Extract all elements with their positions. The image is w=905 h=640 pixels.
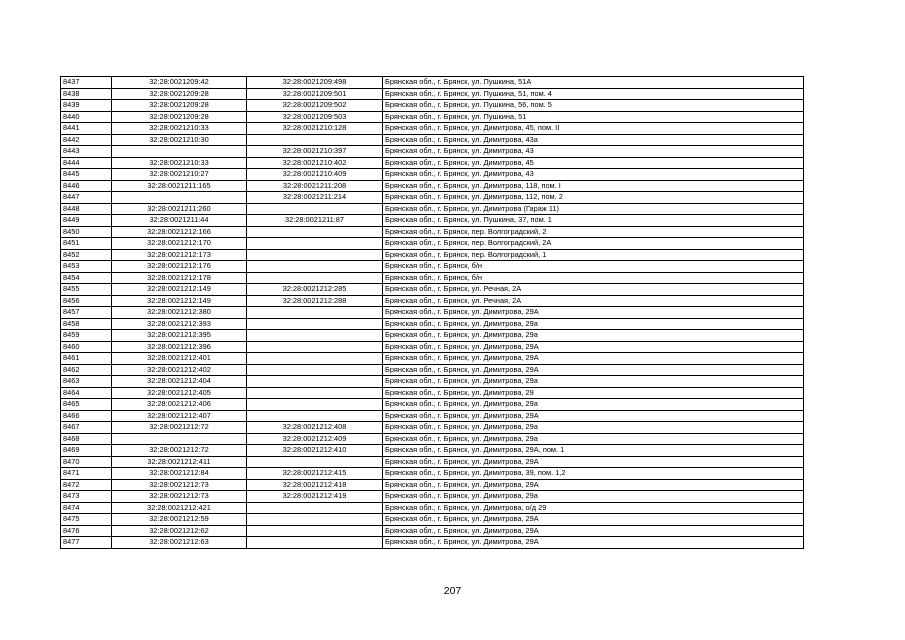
cell-object-cadastral-number <box>247 353 383 365</box>
cell-cadastral-number: 32:28:0021212:411 <box>112 456 247 468</box>
table-row <box>61 422 804 434</box>
cell-record-number: 8477 <box>61 537 112 549</box>
cell-cadastral-number: 32:28:0021212:402 <box>112 364 247 376</box>
cell-object-cadastral-number: 32:28:0021209:501 <box>247 88 383 100</box>
cell-object-cadastral-number: 32:28:0021212:418 <box>247 479 383 491</box>
cell-record-number: 8466 <box>61 410 112 422</box>
table-row <box>61 123 804 135</box>
cell-object-cadastral-number <box>247 261 383 273</box>
cell-address: Брянская обл., г. Брянск, ул. Димитрова, 29А <box>383 410 804 422</box>
cell-object-cadastral-number: 32:28:0021212:408 <box>247 422 383 434</box>
table-row <box>61 456 804 468</box>
cell-address: Брянская обл., г. Брянск, ул. Димитрова, 43 <box>383 169 804 181</box>
cell-address: Брянская обл., г. Брянск, пер. Волгоградский, 2 <box>383 226 804 238</box>
cell-address: Брянская обл., г. Брянск, ул. Димитрова, 29а <box>383 491 804 503</box>
cell-cadastral-number: 32:28:0021210:33 <box>112 157 247 169</box>
table-row <box>61 272 804 284</box>
cell-address: Брянская обл., г. Брянск, ул. Пушкина, 51 <box>383 111 804 123</box>
cell-cadastral-number: 32:28:0021212:72 <box>112 445 247 457</box>
cell-address: Брянская обл., г. Брянск, ул. Димитрова, 45 <box>383 157 804 169</box>
cell-object-cadastral-number <box>247 456 383 468</box>
table-row <box>61 479 804 491</box>
cell-address: Брянская обл., г. Брянск, ул. Пушкина, 37, пом. 1 <box>383 215 804 227</box>
cell-cadastral-number: 32:28:0021212:63 <box>112 537 247 549</box>
cell-address: Брянская обл., г. Брянск, ул. Димитрова, 29А <box>383 341 804 353</box>
cell-record-number: 8456 <box>61 295 112 307</box>
cell-cadastral-number: 32:28:0021209:28 <box>112 100 247 112</box>
cell-object-cadastral-number <box>247 364 383 376</box>
cell-address: Брянская обл., г. Брянск, ул. Димитрова, 29А, пом. 1 <box>383 445 804 457</box>
cell-cadastral-number: 32:28:0021212:401 <box>112 353 247 365</box>
cell-address: Брянская обл., г. Брянск, пер. Волгоградский, 2А <box>383 238 804 250</box>
cell-record-number: 8437 <box>61 77 112 89</box>
registry-table <box>60 76 804 549</box>
cell-object-cadastral-number <box>247 330 383 342</box>
table-row <box>61 318 804 330</box>
cell-object-cadastral-number <box>247 307 383 319</box>
cell-record-number: 8469 <box>61 445 112 457</box>
table-row <box>61 249 804 261</box>
cell-address: Брянская обл., г. Брянск, ул. Димитрова, 29а <box>383 422 804 434</box>
cell-cadastral-number: 32:28:0021212:166 <box>112 226 247 238</box>
cell-cadastral-number: 32:28:0021212:404 <box>112 376 247 388</box>
table-row <box>61 146 804 158</box>
cell-address: Брянская обл., г. Брянск, ул. Димитрова, 29 <box>383 387 804 399</box>
table-row <box>61 284 804 296</box>
cell-object-cadastral-number: 32:28:0021211:87 <box>247 215 383 227</box>
cell-object-cadastral-number: 32:28:0021212:285 <box>247 284 383 296</box>
cell-record-number: 8446 <box>61 180 112 192</box>
cell-record-number: 8440 <box>61 111 112 123</box>
cell-address: Брянская обл., г. Брянск, ул. Димитрова, о/д 29 <box>383 502 804 514</box>
table-row <box>61 203 804 215</box>
table-row <box>61 157 804 169</box>
cell-object-cadastral-number: 32:28:0021209:502 <box>247 100 383 112</box>
registry-table-body <box>61 77 804 549</box>
cell-record-number: 8472 <box>61 479 112 491</box>
cell-object-cadastral-number <box>247 226 383 238</box>
cell-address: Брянская обл., г. Брянск, ул. Пушкина, 51А <box>383 77 804 89</box>
cell-object-cadastral-number: 32:28:0021210:402 <box>247 157 383 169</box>
cell-address: Брянская обл., г. Брянск, ул. Димитрова (Гараж 11) <box>383 203 804 215</box>
table-row <box>61 77 804 89</box>
cell-object-cadastral-number <box>247 238 383 250</box>
cell-object-cadastral-number <box>247 537 383 549</box>
table-row <box>61 215 804 227</box>
cell-cadastral-number: 32:28:0021212:72 <box>112 422 247 434</box>
table-row <box>61 537 804 549</box>
cell-object-cadastral-number <box>247 410 383 422</box>
cell-object-cadastral-number: 32:28:0021210:409 <box>247 169 383 181</box>
cell-address: Брянская обл., г. Брянск, ул. Димитрова, 39, пом. 1,2 <box>383 468 804 480</box>
cell-record-number: 8439 <box>61 100 112 112</box>
cell-record-number: 8463 <box>61 376 112 388</box>
cell-record-number: 8461 <box>61 353 112 365</box>
cell-cadastral-number: 32:28:0021212:170 <box>112 238 247 250</box>
cell-cadastral-number: 32:28:0021212:178 <box>112 272 247 284</box>
cell-object-cadastral-number: 32:28:0021211:214 <box>247 192 383 204</box>
cell-cadastral-number: 32:28:0021212:62 <box>112 525 247 537</box>
table-row <box>61 364 804 376</box>
cell-record-number: 8464 <box>61 387 112 399</box>
cell-record-number: 8448 <box>61 203 112 215</box>
cell-cadastral-number: 32:28:0021212:380 <box>112 307 247 319</box>
table-row <box>61 330 804 342</box>
cell-address: Брянская обл., г. Брянск, ул. Димитрова, 29А <box>383 525 804 537</box>
cell-cadastral-number: 32:28:0021211:44 <box>112 215 247 227</box>
cell-object-cadastral-number: 32:28:0021212:409 <box>247 433 383 445</box>
cell-address: Брянская обл., г. Брянск, ул. Димитрова, 29А <box>383 456 804 468</box>
cell-address: Брянская обл., г. Брянск, ул. Димитрова, 29А <box>383 479 804 491</box>
table-row <box>61 433 804 445</box>
cell-address: Брянская обл., г. Брянск, ул. Димитрова, 43а <box>383 134 804 146</box>
cell-address: Брянская обл., г. Брянск, пер. Волгоградский, 1 <box>383 249 804 261</box>
table-row <box>61 387 804 399</box>
cell-address: Брянская обл., г. Брянск, ул. Пушкина, 56, пом. 5 <box>383 100 804 112</box>
cell-record-number: 8453 <box>61 261 112 273</box>
cell-object-cadastral-number <box>247 387 383 399</box>
cell-record-number: 8447 <box>61 192 112 204</box>
cell-cadastral-number: 32:28:0021212:149 <box>112 284 247 296</box>
cell-address: Брянская обл., г. Брянск, ул. Димитрова, 43 <box>383 146 804 158</box>
cell-object-cadastral-number <box>247 525 383 537</box>
cell-address: Брянская обл., г. Брянск, ул. Димитрова, 29А <box>383 514 804 526</box>
cell-address: Брянская обл., г. Брянск, ул. Димитрова, 29А <box>383 537 804 549</box>
cell-address: Брянская обл., г. Брянск, ул. Димитрова, 29а <box>383 330 804 342</box>
cell-record-number: 8459 <box>61 330 112 342</box>
cell-object-cadastral-number: 32:28:0021210:397 <box>247 146 383 158</box>
cell-record-number: 8454 <box>61 272 112 284</box>
table-row <box>61 341 804 353</box>
table-row <box>61 502 804 514</box>
cell-record-number: 8476 <box>61 525 112 537</box>
table-row <box>61 376 804 388</box>
table-row <box>61 295 804 307</box>
cell-record-number: 8444 <box>61 157 112 169</box>
cell-cadastral-number: 32:28:0021212:396 <box>112 341 247 353</box>
cell-record-number: 8438 <box>61 88 112 100</box>
cell-object-cadastral-number <box>247 272 383 284</box>
cell-cadastral-number: 32:28:0021212:84 <box>112 468 247 480</box>
table-row <box>61 238 804 250</box>
cell-address: Брянская обл., г. Брянск, ул. Димитрова, 29а <box>383 399 804 411</box>
cell-record-number: 8443 <box>61 146 112 158</box>
cell-record-number: 8450 <box>61 226 112 238</box>
cell-address: Брянская обл., г. Брянск, б/н <box>383 261 804 273</box>
cell-object-cadastral-number <box>247 203 383 215</box>
cell-object-cadastral-number: 32:28:0021209:498 <box>247 77 383 89</box>
table-row <box>61 88 804 100</box>
table-row <box>61 169 804 181</box>
cell-record-number: 8458 <box>61 318 112 330</box>
cell-cadastral-number: 32:28:0021209:28 <box>112 88 247 100</box>
table-row <box>61 100 804 112</box>
cell-record-number: 8460 <box>61 341 112 353</box>
cell-cadastral-number: 32:28:0021210:33 <box>112 123 247 135</box>
cell-record-number: 8468 <box>61 433 112 445</box>
cell-cadastral-number: 32:28:0021212:59 <box>112 514 247 526</box>
cell-object-cadastral-number: 32:28:0021209:503 <box>247 111 383 123</box>
table-row <box>61 445 804 457</box>
cell-record-number: 8471 <box>61 468 112 480</box>
cell-cadastral-number: 32:28:0021209:42 <box>112 77 247 89</box>
cell-cadastral-number <box>112 192 247 204</box>
cell-address: Брянская обл., г. Брянск, ул. Речная, 2А <box>383 295 804 307</box>
cell-address: Брянская обл., г. Брянск, ул. Димитрова, 118, пом. I <box>383 180 804 192</box>
cell-record-number: 8462 <box>61 364 112 376</box>
cell-object-cadastral-number <box>247 341 383 353</box>
cell-cadastral-number: 32:28:0021212:73 <box>112 479 247 491</box>
cell-address: Брянская обл., г. Брянск, ул. Димитрова, 29А <box>383 353 804 365</box>
cell-cadastral-number: 32:28:0021212:395 <box>112 330 247 342</box>
cell-address: Брянская обл., г. Брянск, б/н <box>383 272 804 284</box>
cell-address: Брянская обл., г. Брянск, ул. Димитрова, 29А <box>383 307 804 319</box>
cell-cadastral-number: 32:28:0021212:176 <box>112 261 247 273</box>
cell-cadastral-number: 32:28:0021210:30 <box>112 134 247 146</box>
cell-record-number: 8467 <box>61 422 112 434</box>
table-row <box>61 514 804 526</box>
cell-object-cadastral-number: 32:28:0021212:415 <box>247 468 383 480</box>
cell-cadastral-number: 32:28:0021212:393 <box>112 318 247 330</box>
cell-record-number: 8452 <box>61 249 112 261</box>
cell-cadastral-number: 32:28:0021212:149 <box>112 295 247 307</box>
cell-object-cadastral-number: 32:28:0021210:128 <box>247 123 383 135</box>
cell-record-number: 8473 <box>61 491 112 503</box>
table-row <box>61 468 804 480</box>
table-row <box>61 410 804 422</box>
cell-record-number: 8441 <box>61 123 112 135</box>
cell-object-cadastral-number <box>247 134 383 146</box>
cell-object-cadastral-number: 32:28:0021211:208 <box>247 180 383 192</box>
cell-cadastral-number: 32:28:0021212:421 <box>112 502 247 514</box>
table-row <box>61 399 804 411</box>
cell-address: Брянская обл., г. Брянск, ул. Димитрова, 29А <box>383 364 804 376</box>
cell-cadastral-number <box>112 433 247 445</box>
table-row <box>61 226 804 238</box>
cell-object-cadastral-number <box>247 249 383 261</box>
cell-record-number: 8449 <box>61 215 112 227</box>
cell-object-cadastral-number: 32:28:0021212:419 <box>247 491 383 503</box>
cell-cadastral-number: 32:28:0021211:260 <box>112 203 247 215</box>
cell-cadastral-number: 32:28:0021212:73 <box>112 491 247 503</box>
table-row <box>61 353 804 365</box>
cell-address: Брянская обл., г. Брянск, ул. Димитрова, 112, пом. 2 <box>383 192 804 204</box>
cell-object-cadastral-number <box>247 514 383 526</box>
cell-record-number: 8445 <box>61 169 112 181</box>
cell-record-number: 8455 <box>61 284 112 296</box>
cell-object-cadastral-number <box>247 399 383 411</box>
table-row <box>61 192 804 204</box>
cell-cadastral-number: 32:28:0021211:165 <box>112 180 247 192</box>
cell-object-cadastral-number: 32:28:0021212:288 <box>247 295 383 307</box>
cell-cadastral-number: 32:28:0021210:27 <box>112 169 247 181</box>
cell-object-cadastral-number <box>247 502 383 514</box>
cell-object-cadastral-number <box>247 376 383 388</box>
cell-object-cadastral-number: 32:28:0021212:410 <box>247 445 383 457</box>
table-row <box>61 491 804 503</box>
cell-address: Брянская обл., г. Брянск, ул. Димитрова, 29а <box>383 318 804 330</box>
cell-cadastral-number: 32:28:0021212:406 <box>112 399 247 411</box>
cell-record-number: 8465 <box>61 399 112 411</box>
cell-cadastral-number: 32:28:0021209:28 <box>112 111 247 123</box>
table-row <box>61 261 804 273</box>
cell-record-number: 8457 <box>61 307 112 319</box>
cell-address: Брянская обл., г. Брянск, ул. Димитрова, 29а <box>383 376 804 388</box>
cell-address: Брянская обл., г. Брянск, ул. Речная, 2А <box>383 284 804 296</box>
cell-object-cadastral-number <box>247 318 383 330</box>
cell-cadastral-number: 32:28:0021212:407 <box>112 410 247 422</box>
table-row <box>61 525 804 537</box>
cell-record-number: 8451 <box>61 238 112 250</box>
cell-cadastral-number: 32:28:0021212:405 <box>112 387 247 399</box>
table-row <box>61 111 804 123</box>
cell-record-number: 8470 <box>61 456 112 468</box>
table-row <box>61 307 804 319</box>
cell-record-number: 8442 <box>61 134 112 146</box>
cell-address: Брянская обл., г. Брянск, ул. Пушкина, 51, пом. 4 <box>383 88 804 100</box>
cell-address: Брянская обл., г. Брянск, ул. Димитрова, 45, пом. II <box>383 123 804 135</box>
page-number: 207 <box>443 585 462 597</box>
cell-address: Брянская обл., г. Брянск, ул. Димитрова, 29а <box>383 433 804 445</box>
cell-record-number: 8475 <box>61 514 112 526</box>
cell-cadastral-number: 32:28:0021212:173 <box>112 249 247 261</box>
table-row <box>61 180 804 192</box>
cell-cadastral-number <box>112 146 247 158</box>
cell-record-number: 8474 <box>61 502 112 514</box>
table-row <box>61 134 804 146</box>
